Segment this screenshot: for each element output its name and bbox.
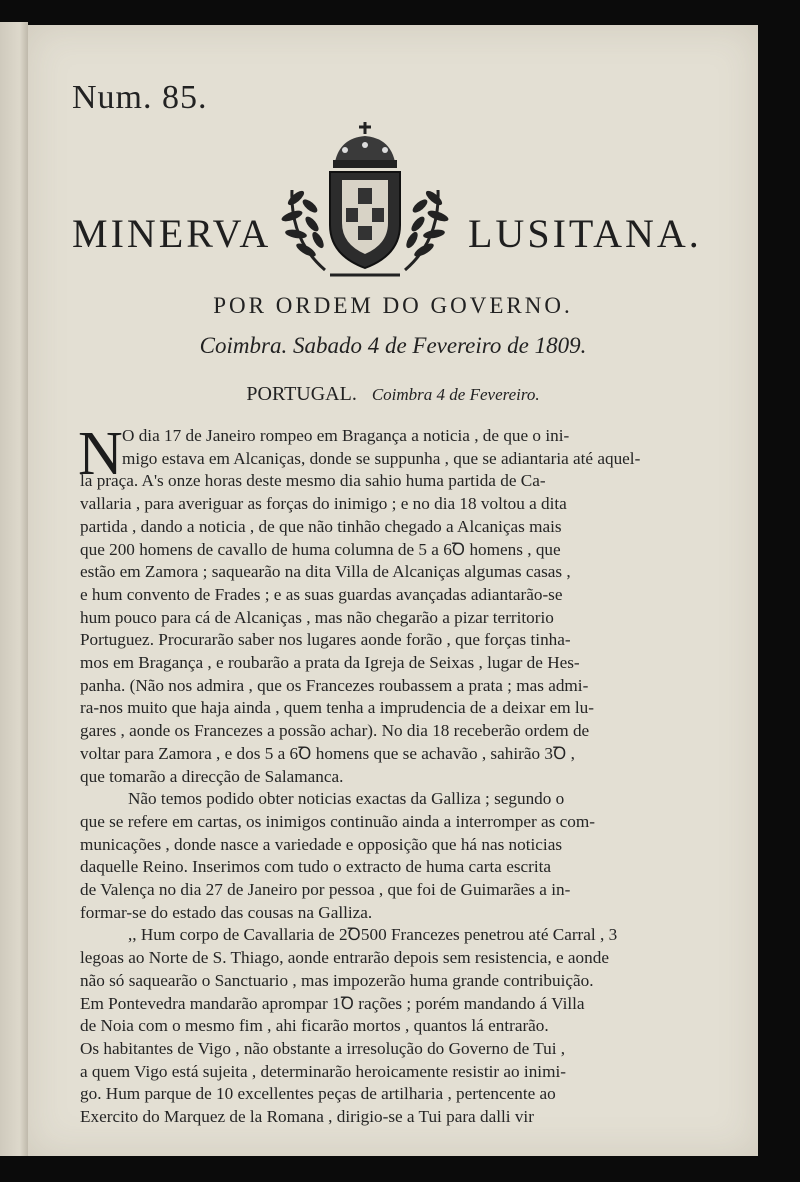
article-line: Em Pontevedra mandarão aprompar 1Ꝺ rações ; porém mandando á Villa (80, 993, 585, 1013)
article-line: não só saquearão o Sanctuario , mas impozerão huma grande contribuição. (80, 970, 594, 990)
royal-crest-icon (270, 120, 460, 285)
article-line: que 200 homens de cavallo de huma columna de 5 a 6Ꝺ homens , que (80, 539, 561, 559)
article-line: Os habitantes de Vigo , não obstante a irresolução do Governo de Tui , (80, 1038, 566, 1058)
masthead-left: MINERVA (72, 211, 272, 256)
scan-binding-edge (0, 22, 28, 1156)
article-line: O dia 17 de Janeiro rompeo em Bragança a noticia , de que o ini- (122, 426, 570, 445)
article-line: gares , aonde os Francezes a possão achar). No dia 18 receberão ordem de (80, 721, 590, 741)
article-line: mos em Bragança , e roubarão a prata da Igreja de Seixas , lugar de Hes- (80, 653, 580, 673)
article-line: voltar para Zamora , e dos 5 a 6Ꝺ homens que se achavão , sahirão 3Ꝺ , (80, 743, 575, 763)
subtitle: POR ORDEM DO GOVERNO. (213, 293, 573, 318)
section-heading (28, 383, 758, 406)
article-line: panha. (Não nos admira , que os Francezes roubassem a prata ; mas admi- (80, 675, 589, 695)
article-line: ,, Hum corpo de Cavallaria de 2Ꝺ500 Francezes penetrou até Carral , 3 (128, 925, 618, 945)
article-line: de Valença no dia 27 de Janeiro por pessoa , que foi de Guimarães a in- (80, 880, 571, 900)
section-place: Coimbra 4 de Fevereiro. (371, 385, 540, 404)
article-line: go. Hum parque de 10 excellentes peças de artilharia , pertencente ao (80, 1084, 556, 1104)
article-line: vallaria , para averiguar as forças do inimigo ; e no dia 18 voltou a dita (80, 494, 567, 514)
article-line: formar-se do estado das cousas na Galliza. (80, 902, 373, 922)
article-line: hum pouco para cá de Alcaniças , mas não chegarão a pizar territorio (80, 607, 554, 627)
article-line: Não temos podido obter noticias exactas da Galliza ; segundo o (128, 789, 565, 809)
article-line: ra-nos muito que haja ainda , quem tenha a imprudencia de a deixar em lu- (80, 698, 594, 718)
article-line: migo estava em Alcaniças, donde se suppunha , que se adiantaria até aquel- (122, 448, 641, 468)
article-line: municações , donde nasce a variedade e opposição que há nas noticias (80, 834, 563, 854)
article-line: daquelle Reino. Inserimos com tudo o extracto de huma carta escrita (80, 857, 552, 877)
article-line: partida , dando a noticia , de que não tinhão chegado a Alcaniças mais (80, 516, 562, 536)
article-line: a quem Vigo está sujeita , determinarão heroicamente resistir ao inimi- (80, 1061, 566, 1081)
dateline: Coimbra. Sabado 4 de Fevereiro de 1809. (199, 333, 587, 358)
article-line: e hum convento de Frades ; e as suas guardas avançadas adiantarão-se (80, 584, 563, 604)
issue-number: Num. 85. (72, 79, 208, 116)
masthead-right: LUSITANA. (468, 211, 702, 256)
article-line: de Noia com o mesmo fim , ahi ficarão mortos , quantos lá entrarão. (80, 1016, 549, 1036)
article-body (78, 420, 665, 1129)
article-line: que se refere em cartas, os inimigos continuão ainda a interromper as com- (80, 811, 595, 831)
article-line: Exercito do Marquez de la Romana , dirigio-se a Tui para dalli vir (80, 1107, 534, 1127)
drop-cap: N (78, 420, 123, 488)
article-line: estão em Zamora ; saquearão na dita Villa de Alcaniças algumas casas , (80, 562, 571, 582)
section-country: PORTUGAL. (246, 383, 357, 405)
article-line: que tomarão a direcção de Salamanca. (80, 766, 344, 786)
article-line: legoas ao Norte de S. Thiago, aonde entrarão depois sem resistencia, e aonde (80, 948, 609, 968)
newspaper-page (28, 25, 758, 1156)
article-line: Portuguez. Procurarão saber nos lugares aonde forão , que forças tinha- (80, 630, 571, 650)
article-line: la praça. A's onze horas deste mesmo dia sahio huma partida de Ca- (80, 471, 546, 491)
